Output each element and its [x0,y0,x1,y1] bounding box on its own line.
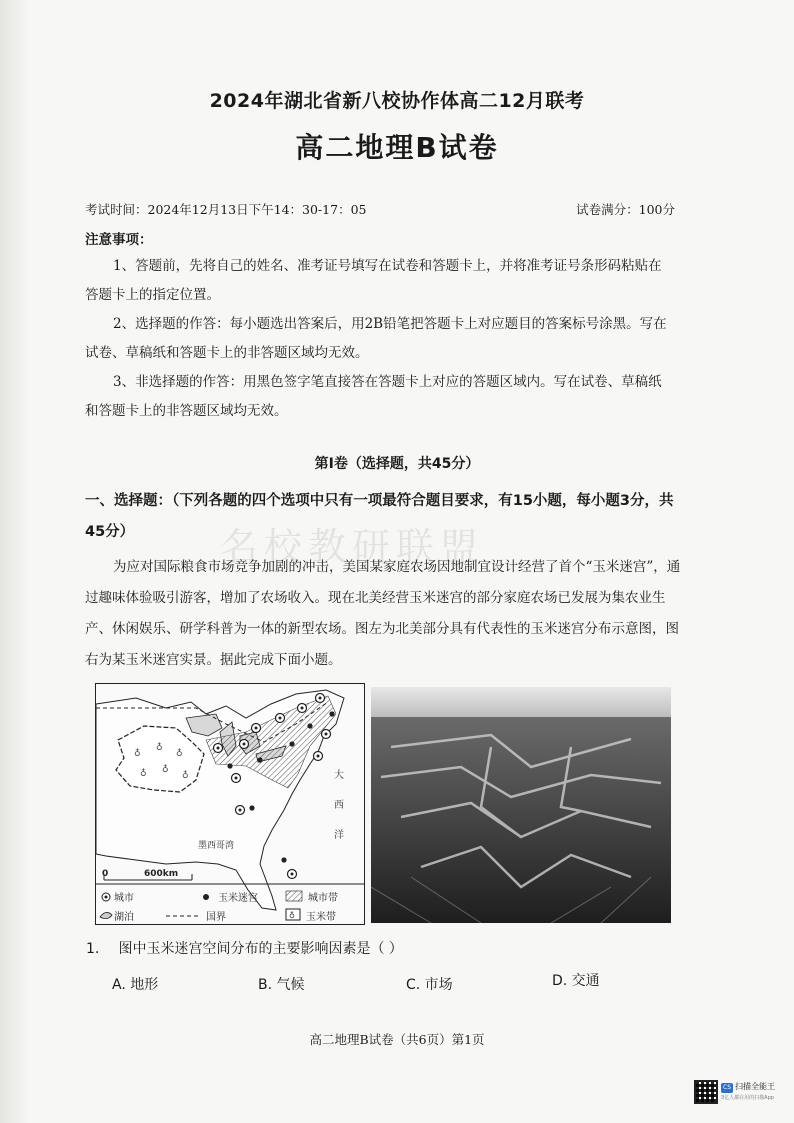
question-stem: 图中玉米迷宫空间分布的主要影响因素是（ ） [118,941,403,957]
note-item: 1、答题前，先将自己的姓名、准考证号填写在试卷和答题卡上，并将准考证号条形码粘贴在答题卡上的指定位置。 [85,258,662,303]
scale-label: 600km [144,869,179,879]
note-item: 2、选择题的作答：每小题选出答案后，用2B铅笔把答题卡上对应题目的答案标号涂黑。写在试卷、草稿纸和答题卡上的非答题区域均无效。 [85,316,667,361]
watermark: 名校教研联盟 [220,525,485,569]
note-item: 3、非选择题的作答：用黑色签字笔直接答在答题卡上对应的答题区域内。写在试卷、草稿纸和答题卡上的非答题区域均无效。 [85,374,662,419]
photo-field [371,717,671,923]
legend-label: 玉米带 [306,912,336,923]
scanner-badge [694,1077,786,1107]
maze-marker-dot [255,727,258,730]
city-dot [227,763,232,768]
legend-urban-belt-symbol [286,891,302,901]
full-score: 试卷满分：100分 [576,202,675,217]
qr-code-icon [694,1080,718,1104]
question-intro [85,552,685,676]
city-dot [289,741,294,746]
paper-subtitle: 高二地理B试卷 [295,131,499,164]
ocean-label-char: 西 [334,800,344,811]
map-svg [96,684,364,924]
scale-zero: 0 [102,869,109,879]
maze-marker-dot [217,747,220,750]
corn-symbol: ♁ [156,743,163,753]
ocean-label-char: 大 [334,770,344,781]
question-1 [86,938,403,958]
city-dot [257,757,262,762]
maze-marker-dot [325,733,328,736]
cs-logo-icon: CS [723,1083,731,1091]
maze-marker-dot [301,707,304,710]
section-heading: 第Ⅰ卷（选择题，共45分） [314,456,480,472]
maze-marker-dot [291,873,294,876]
corn-symbol: ♁ [162,765,169,775]
notes-heading: 注意事项： [85,232,153,248]
city-dot [249,805,254,810]
notes-list [85,252,675,426]
option-b[interactable]: B. 气候 [258,977,305,993]
legend-label: 湖泊 [114,912,134,923]
corn-symbol: ♁ [140,769,147,779]
gulf-label: 墨西哥湾 [198,841,235,851]
legend-label: 城市 [114,893,134,904]
maze-marker-dot [243,743,246,746]
city-dot [307,723,312,728]
scanner-brand-name: 扫描全能王 [735,1081,775,1091]
exam-title: 2024年湖北省新八校协作体高二12月联考 [209,90,585,112]
maze-marker-dot [235,777,238,780]
legend-maze-symbol [203,894,209,900]
intro-text: 为应对国际粮食市场竞争加剧的冲击，美国某家庭农场因地制宜设计经营了首个“玉米迷宫”，通过趣味体验吸引游客，增加了农场收入。现在北美经营玉米迷宫的部分家庭农场已发展为集农业生产、休闲娱乐、研学科普为一体的新型农场。图左为北美部分具有代表性的玉米迷宫分布示意图，图右为某玉米迷宫实景。据此完成下面小题。 [85,559,681,668]
legend-lake-symbol [100,912,112,918]
multiple-choice-heading: 一、选择题：（下列各题的四个选项中只有一项最符合题目要求，有15小题，每小题3分，共45分） [85,493,674,540]
scanner-tagline: 3亿人都在用的扫描App [721,1094,774,1101]
svg-text:♁: ♁ [289,911,295,920]
corn-symbol: ♁ [134,749,141,759]
option-a[interactable]: A. 地形 [112,977,159,993]
question-number: 1. [86,941,100,957]
legend-label: 国界 [206,912,226,923]
city-dot [329,711,334,716]
corn-maze-map [95,683,365,925]
maze-marker-dot [239,809,242,812]
corn-symbol: ♁ [176,749,183,759]
ocean-label-char: 洋 [334,830,344,841]
city-dot [281,857,286,862]
corn-symbol: ♁ [182,771,189,781]
maze-marker-dot [279,717,282,720]
legend-label: 城市带 [308,893,338,904]
page-footer: 高二地理B试卷（共6页）第1页 [309,1032,485,1047]
option-d[interactable]: D. 交通 [552,973,600,989]
maze-photo-svg [371,687,671,923]
scanner-brand [721,1082,775,1103]
option-c[interactable]: C. 市场 [406,977,453,993]
corn-maze-photo [371,687,671,923]
maze-marker-dot [319,697,322,700]
maze-marker-dot [317,755,320,758]
exam-meta [85,200,675,218]
scan-edge-shadow [0,0,30,1123]
photo-sky [371,687,671,717]
legend-label: 玉米迷宫 [218,893,258,904]
exam-time: 考试时间：2024年12月13日下午14：30-17：05 [85,202,367,217]
